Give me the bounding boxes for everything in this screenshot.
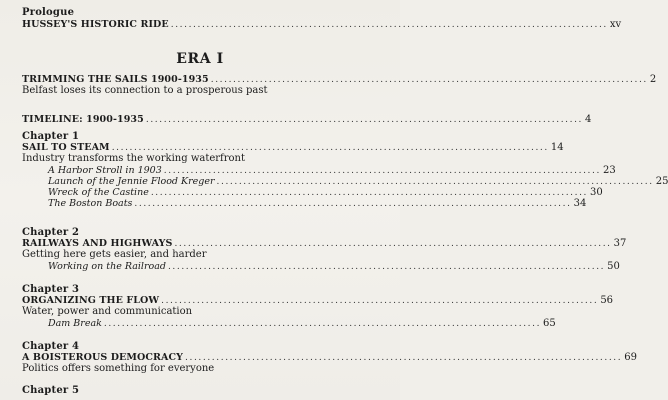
leader-dots: .................................................................................................. [185, 353, 623, 363]
chapter-label: Chapter 1 [22, 131, 80, 142]
section-title: Dam Break [48, 318, 102, 329]
prologue-entry[interactable] [22, 7, 622, 30]
section-title: Working on the Railroad [48, 261, 166, 272]
leader-dots: .................................................................................................. [134, 199, 572, 209]
era-heading: ERA I [176, 51, 224, 67]
chapter-label: Chapter 5 [22, 385, 80, 396]
leader-dots: .................................................................................................. [210, 75, 648, 85]
chapter-description: Politics offers something for everyone [22, 363, 215, 374]
chapter-3-block [22, 284, 614, 329]
section-title: Launch of the Jennie Flood Kreger [48, 176, 215, 187]
section-title: The Boston Boats [48, 198, 133, 209]
leader-dots: .................................................................................................. [163, 166, 601, 176]
chapter-page-number: 56 [600, 295, 614, 306]
chapter-description: Getting here gets easier, and harder [22, 249, 207, 260]
chapter-title-row[interactable] [22, 238, 627, 249]
chapter-page-number: 69 [624, 352, 637, 363]
section-title: Wreck of the Castine [48, 187, 149, 198]
leader-dots: .................................................................................................. [167, 262, 606, 272]
timeline-page-number: 4 [585, 114, 592, 125]
leader-dots: .................................................................................................. [145, 115, 584, 125]
trimming-entry[interactable] [22, 74, 657, 97]
leader-dots: .................................................................................................. [170, 20, 608, 30]
chapter-title-row[interactable] [22, 352, 637, 363]
section-entry[interactable] [22, 198, 587, 209]
chapter-title: RAILWAYS AND HIGHWAYS [22, 238, 173, 249]
chapter-page-number: 37 [613, 238, 627, 249]
chapter-4-block [22, 341, 637, 375]
section-entry[interactable] [22, 318, 556, 329]
section-page-number: 23 [602, 165, 616, 176]
chapter-label: Chapter 3 [22, 284, 80, 295]
chapter-page-number: 14 [550, 142, 564, 153]
leader-dots: .................................................................................................. [216, 177, 654, 187]
chapter-label: Chapter 2 [22, 227, 80, 238]
prologue-label: Prologue [22, 7, 75, 18]
chapter-title-row[interactable] [22, 142, 564, 153]
chapter-2-block [22, 227, 627, 272]
chapter-5-block [22, 385, 357, 396]
section-page-number: 50 [607, 261, 620, 272]
chapter-title-row[interactable] [22, 295, 614, 306]
trimming-page-number: 2 [649, 74, 657, 85]
leader-dots: .................................................................................................. [174, 239, 612, 249]
trimming-description: Belfast loses its connection to a prosperous past [22, 85, 268, 96]
section-entry[interactable] [22, 261, 620, 272]
chapter-description: Water, power and communication [22, 306, 193, 317]
timeline-entry[interactable] [22, 114, 592, 125]
section-entry[interactable] [22, 165, 616, 176]
chapter-description: Industry transforms the working waterfront [22, 153, 246, 164]
section-entry[interactable] [22, 176, 668, 187]
section-page-number: 34 [573, 198, 587, 209]
prologue-page-number: xv [609, 19, 622, 30]
section-page-number: 30 [590, 187, 603, 198]
prologue-title: HUSSEY'S HISTORIC RIDE [22, 19, 169, 30]
section-entry[interactable] [22, 187, 603, 198]
chapter-title: ORGANIZING THE FLOW [22, 295, 160, 306]
leader-dots: .................................................................................................. [161, 296, 599, 306]
timeline-title: TIMELINE: 1900-1935 [22, 114, 144, 125]
chapter-title: A BOISTEROUS DEMOCRACY [22, 352, 184, 363]
chapter-title: SAIL TO STEAM [22, 142, 110, 153]
leader-dots: .................................................................................................. [150, 188, 589, 198]
leader-dots: .................................................................................................. [111, 143, 549, 153]
section-page-number: 65 [543, 318, 556, 329]
leader-dots: .................................................................................................. [103, 319, 542, 329]
chapter-label: Chapter 4 [22, 341, 80, 352]
section-title: A Harbor Stroll in 1903 [48, 165, 162, 176]
section-page-number: 25 [655, 176, 668, 187]
trimming-title: TRIMMING THE SAILS 1900-1935 [22, 74, 209, 85]
chapter-1-block [22, 131, 668, 209]
